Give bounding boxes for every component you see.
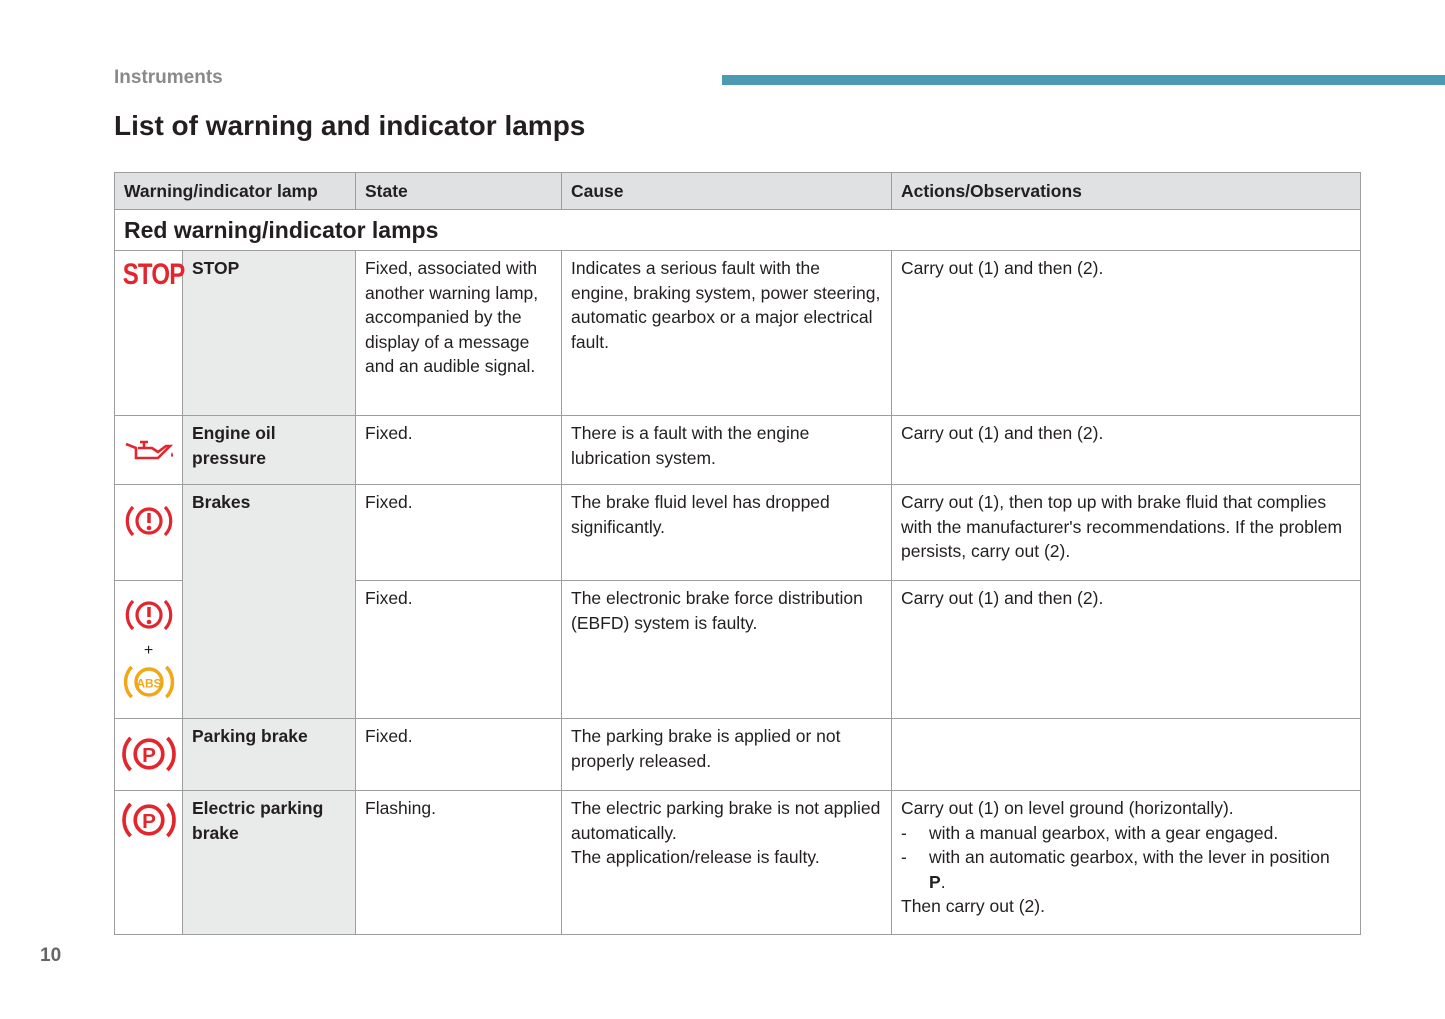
column-header: Warning/indicator lamp xyxy=(115,173,356,210)
table-header-row xyxy=(115,173,1361,210)
lamp-name: STOP xyxy=(183,251,356,416)
state-cell: Flashing. xyxy=(356,791,562,935)
action-cell: Carry out (1), then top up with brake fluid that complies with the manufacturer's recommendations. If the problem persists, carry out (2). xyxy=(892,485,1361,581)
table-row xyxy=(115,251,1361,416)
action-cell: Carry out (1) and then (2). xyxy=(892,581,1361,719)
state-cell: Fixed. xyxy=(356,485,562,581)
action-item xyxy=(901,845,1351,894)
section-heading: Red warning/indicator lamps xyxy=(115,210,1361,251)
state-cell: Fixed. xyxy=(356,719,562,791)
state-cell: Fixed. xyxy=(356,581,562,719)
action-cell xyxy=(892,791,1361,935)
action-cell: Carry out (1) and then (2). xyxy=(892,251,1361,416)
column-header: Cause xyxy=(562,173,892,210)
lamp-name: Parking brake xyxy=(183,719,356,791)
abs-icon xyxy=(122,660,176,704)
brake-warning-icon xyxy=(124,501,174,541)
abs-label: ABS xyxy=(135,675,162,690)
action-item: - with a manual gearbox, with a gear engaged. xyxy=(901,821,1351,846)
section-row xyxy=(115,210,1361,251)
action-outro: Then carry out (2). xyxy=(901,896,1045,916)
state-cell: Fixed, associated with another warning lamp, accompanied by the display of a message and an audible signal. xyxy=(356,251,562,416)
cause-cell: The brake fluid level has dropped significantly. xyxy=(562,485,892,581)
parking-brake-icon xyxy=(120,731,178,777)
warning-lamps-table xyxy=(114,172,1361,935)
cause-cell: There is a fault with the engine lubrication system. xyxy=(562,416,892,485)
header-accent-bar xyxy=(722,75,1445,85)
cause-line: The electric parking brake is not applied automatically. xyxy=(571,798,881,843)
action-cell xyxy=(892,719,1361,791)
column-header: State xyxy=(356,173,562,210)
oil-can-icon xyxy=(122,436,176,466)
lamp-name: Brakes xyxy=(183,485,356,719)
table-row xyxy=(115,791,1361,935)
electric-parking-brake-icon xyxy=(120,797,178,843)
plus-sign: + xyxy=(143,641,154,659)
stop-icon: STOP xyxy=(122,258,185,291)
state-cell: Fixed. xyxy=(356,416,562,485)
cause-cell: The electronic brake force distribution (EBFD) system is faulty. xyxy=(562,581,892,719)
svg-text:P: P xyxy=(141,810,156,834)
page-title: List of warning and indicator lamps xyxy=(114,110,586,141)
action-cell: Carry out (1) and then (2). xyxy=(892,416,1361,485)
cause-line: The application/release is faulty. xyxy=(571,847,820,867)
table-row xyxy=(115,719,1361,791)
column-header: Actions/Observations xyxy=(892,173,1361,210)
action-item-text: with an automatic gearbox, with the lever in position xyxy=(929,847,1330,867)
period: . xyxy=(940,871,946,892)
cause-cell: Indicates a serious fault with the engine, braking system, power steering, automatic gearbox or a major electrical fault. xyxy=(562,251,892,416)
gear-position: P xyxy=(929,871,941,892)
lamp-name: Engine oil pressure xyxy=(183,416,356,485)
brake-warning-icon xyxy=(124,595,174,635)
cause-cell: The parking brake is applied or not properly released. xyxy=(562,719,892,791)
action-intro: Carry out (1) on level ground (horizontally). xyxy=(901,798,1234,818)
svg-text:P: P xyxy=(141,744,156,768)
table-row xyxy=(115,416,1361,485)
cause-cell xyxy=(562,791,892,935)
section-label: Instruments xyxy=(114,67,223,88)
table-row xyxy=(115,485,1361,581)
page-number: 10 xyxy=(40,945,62,966)
lamp-name: Electric parking brake xyxy=(183,791,356,935)
